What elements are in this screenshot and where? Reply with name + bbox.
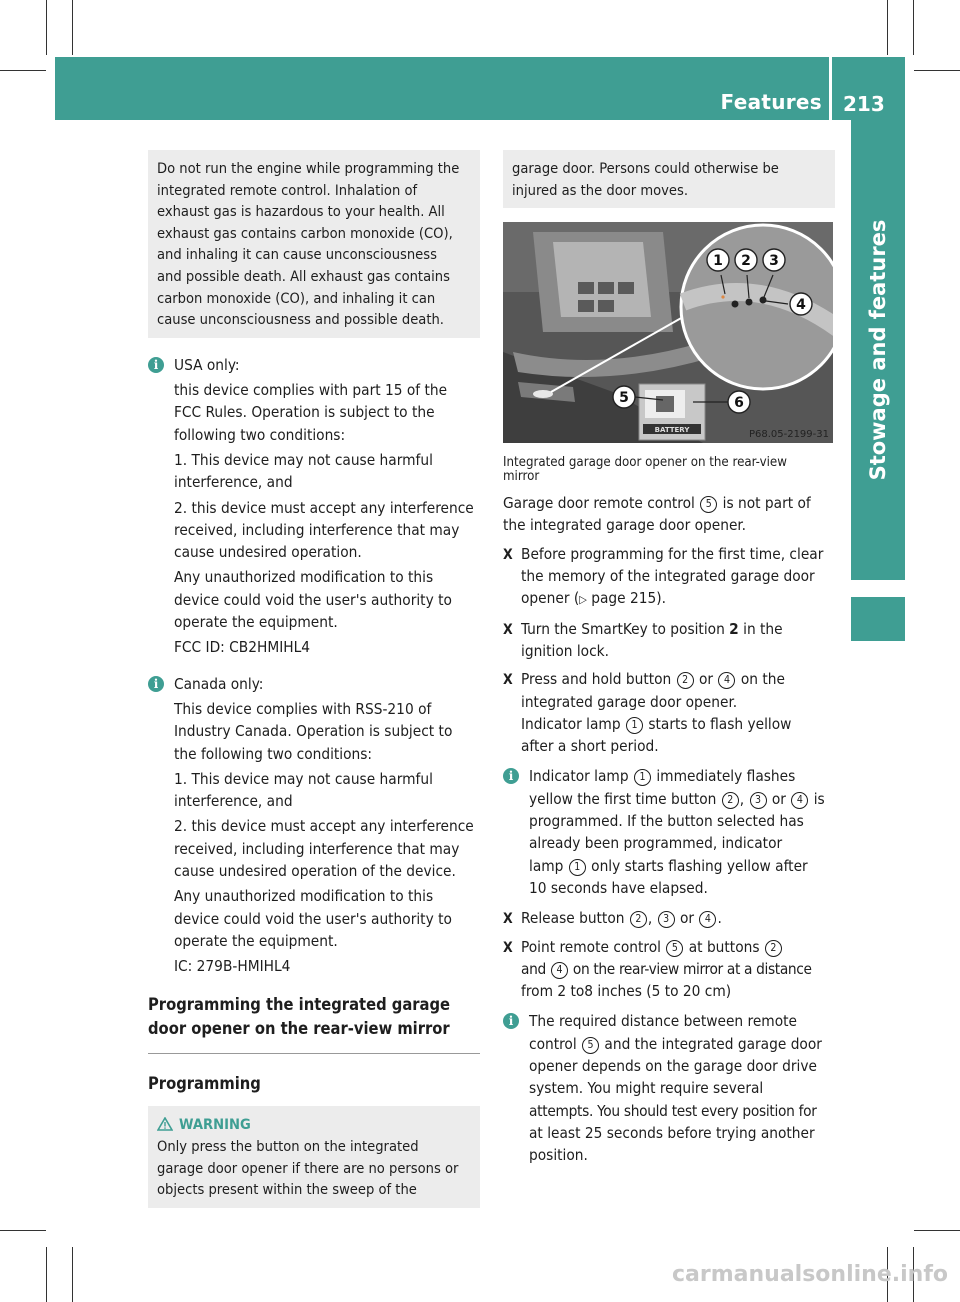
text: is not part of	[722, 494, 811, 513]
step-icon: X	[503, 672, 513, 689]
warning-line: and inhaling it can cause unconsciousness	[157, 246, 437, 264]
note-line: opener depends on the garage door drive	[529, 1057, 817, 1076]
text: immediately flashes	[656, 767, 796, 786]
note-line: interference, and	[174, 792, 293, 811]
caption-line: Integrated garage door opener on the rear-view	[503, 455, 787, 471]
note-line: already been programmed, indicator	[529, 834, 783, 853]
warning-title-text: WARNING	[179, 1116, 251, 1134]
note-line: 1. This device may not cause harmful	[174, 769, 433, 788]
caption-line: mirror	[503, 469, 540, 485]
step: X Release button 2 , 3 or 4 .	[503, 907, 835, 929]
text: control	[529, 1034, 577, 1053]
distance-note	[503, 1010, 835, 1166]
page-ref-icon: ▷	[579, 593, 587, 607]
circled-2: 2	[765, 940, 782, 957]
section-heading-line: door opener on the rear-view mirror	[148, 1019, 450, 1039]
circled-5: 5	[700, 496, 717, 513]
text: is	[813, 789, 825, 808]
note-line: at least 25 seconds before trying another	[529, 1123, 815, 1142]
text: and	[521, 959, 546, 978]
step-icon: X	[503, 939, 513, 956]
section-heading-line: Programming the integrated garage	[148, 995, 451, 1015]
warning-line: exhaust gas is hazardous to your health. All	[157, 203, 445, 221]
step	[503, 543, 835, 612]
circled-1: 1	[569, 859, 586, 876]
note-line: interference, and	[174, 473, 293, 492]
info-icon: i	[148, 676, 164, 692]
note-line: device could void the user's authority to	[174, 590, 452, 609]
step-line: Before programming for the first time, clear	[521, 544, 824, 563]
callout-2: 2	[741, 253, 751, 270]
warning-box-continued	[503, 150, 835, 208]
note-line: received, including interference that may	[174, 520, 460, 539]
circled-4: 4	[551, 962, 568, 979]
warning-line: garage door opener if there are no persons or	[157, 1159, 459, 1177]
circled-1: 1	[634, 769, 651, 786]
step-icon: X	[503, 621, 513, 638]
text: starts to flash yellow	[648, 714, 792, 733]
crop-mark	[914, 1230, 960, 1231]
text: only starts flashing yellow after	[591, 856, 808, 875]
note-line: attempts. You should test every position for	[529, 1101, 817, 1120]
note-line: IC: 279B-HMIHL4	[174, 957, 291, 976]
side-tab-label: Stowage and features	[866, 219, 890, 481]
text: Release button	[521, 909, 625, 928]
text: yellow the first time button	[529, 789, 717, 808]
warning-line: and possible death. All exhaust gas contains	[157, 267, 450, 285]
step	[503, 936, 835, 1003]
note-line: operate the equipment.	[174, 613, 338, 632]
warning-title	[157, 1114, 473, 1136]
note-line: system. You might require several	[529, 1079, 764, 1098]
text: or	[679, 909, 695, 928]
info-icon: i	[503, 768, 519, 784]
text: and the integrated garage door	[604, 1034, 822, 1053]
key-position: 2	[729, 619, 739, 638]
note-line: The required distance between remote	[529, 1012, 797, 1031]
circled-4: 4	[699, 911, 716, 928]
step	[503, 618, 835, 663]
circled-2: 2	[722, 792, 739, 809]
warning-line: objects present within the sweep of the	[157, 1181, 417, 1199]
callout-5: 5	[619, 390, 629, 407]
canada-note	[148, 673, 480, 978]
note-line: programmed. If the button selected has	[529, 812, 804, 831]
warning-box-continued	[148, 150, 480, 338]
note-title: Canada only:	[174, 674, 264, 693]
warning-line: cause unconsciousness and possible death.	[157, 311, 444, 329]
note-line: received, including interference that may	[174, 839, 460, 858]
crop-mark	[0, 1230, 46, 1231]
left-column	[148, 150, 480, 1208]
crop-mark	[913, 0, 914, 55]
circled-4: 4	[791, 792, 808, 809]
note-line: this device complies with part 15 of the	[174, 381, 448, 400]
callout-1: 1	[713, 253, 723, 270]
warning-line: carbon monoxide (CO), and inhaling it can	[157, 289, 436, 307]
right-column	[503, 150, 835, 1167]
step-line: ignition lock.	[521, 641, 609, 660]
warning-line: garage door. Persons could otherwise be	[512, 160, 779, 177]
warning-line: injured as the door moves.	[512, 181, 689, 199]
circled-2: 2	[677, 672, 694, 689]
circled-2: 2	[630, 911, 647, 928]
note-line: 1. This device may not cause harmful	[174, 450, 433, 469]
note-line: Any unauthorized modification to this	[174, 887, 434, 906]
sub-heading: Programming	[148, 1074, 261, 1094]
step-line: after a short period.	[521, 737, 659, 756]
note-line: cause undesired operation of the device.	[174, 861, 456, 880]
warning-line: Do not run the engine while programming the	[157, 160, 460, 177]
note-line: operate the equipment.	[174, 931, 338, 950]
step-icon: X	[503, 546, 513, 563]
note-line: Any unauthorized modification to this	[174, 568, 434, 587]
circled-3: 3	[658, 911, 675, 928]
callout-3: 3	[769, 253, 779, 270]
text: Press and hold button	[521, 670, 672, 689]
crop-mark	[887, 0, 888, 55]
indicator-note: i Indicator lamp 1 immediately flashes yellow the first time button 2 , 3 or 4 is programmed. If the button selected has already been programmed, indicator lamp 1 only starts flashing yellow after 10 seconds have elapsed.	[503, 765, 835, 899]
text: on the	[740, 670, 785, 689]
callout-6: 6	[734, 395, 744, 412]
step	[503, 668, 835, 757]
battery-label: BATTERY	[654, 426, 690, 435]
chapter-title: Features	[720, 90, 822, 114]
step-line: opener (	[521, 589, 580, 608]
header-divider	[829, 57, 832, 120]
note-line: Industry Canada. Operation is subject to	[174, 722, 453, 741]
section-rule	[148, 1053, 480, 1054]
note-line: the following two conditions:	[174, 744, 373, 763]
warning-line: Only press the button on the integrated	[157, 1138, 419, 1156]
note-line: This device complies with RSS-210 of	[174, 699, 432, 718]
warning-line: exhaust gas contains carbon monoxide (CO),	[157, 224, 453, 242]
circled-3: 3	[750, 792, 767, 809]
circled-1: 1	[626, 717, 643, 734]
photo-illustration	[503, 222, 833, 443]
step-icon: X	[503, 911, 513, 928]
section-heading	[148, 993, 480, 1041]
warning-icon	[157, 1117, 173, 1131]
text: Turn the SmartKey to position	[521, 619, 725, 638]
text: at buttons	[688, 937, 760, 956]
text: or	[699, 670, 714, 689]
warning-box	[148, 1106, 480, 1207]
step-line: the memory of the integrated garage door	[521, 567, 815, 586]
text: the integrated garage door opener.	[503, 516, 747, 535]
page-number: 213	[843, 92, 885, 116]
note-line: FCC ID: CB2HMIHL4	[174, 638, 311, 657]
crop-mark	[46, 1247, 47, 1302]
crop-mark	[0, 70, 46, 71]
note-line: 2. this device must accept any interference	[174, 498, 474, 517]
side-tab-marker	[851, 597, 905, 641]
warning-line: integrated remote control. Inhalation of	[157, 181, 418, 199]
note-line: cause undesired operation.	[174, 543, 362, 562]
photo-caption	[503, 456, 835, 484]
photo-code: P68.05-2199-31	[748, 429, 829, 441]
crop-mark	[72, 0, 73, 55]
note-line: following two conditions:	[174, 425, 346, 444]
text: on the rear-view mirror at a distance	[572, 959, 812, 978]
usa-note	[148, 354, 480, 659]
step-line: from 2 to8 inches (5 to 20 cm)	[521, 982, 732, 1001]
callout-4: 4	[796, 297, 806, 314]
text: lamp	[529, 856, 564, 875]
note-line: device could void the user's authority to	[174, 909, 452, 928]
mirror-photo	[503, 222, 833, 443]
text: Indicator lamp	[521, 714, 621, 733]
crop-mark	[46, 0, 47, 55]
circled-5: 5	[666, 940, 683, 957]
note-title: USA only:	[174, 355, 240, 374]
page-reference: page 215).	[591, 589, 666, 608]
note-line: FCC Rules. Operation is subject to the	[174, 403, 435, 422]
info-icon: i	[503, 1013, 519, 1029]
circled-4: 4	[718, 672, 735, 689]
circled-5: 5	[582, 1037, 599, 1054]
crop-mark	[72, 1247, 73, 1302]
text: Garage door remote control	[503, 494, 695, 513]
step-line: integrated garage door opener.	[521, 692, 738, 711]
crop-mark	[914, 70, 960, 71]
text: Point remote control	[521, 937, 661, 956]
text: or	[771, 789, 786, 808]
text: in the	[743, 619, 783, 638]
info-icon: i	[148, 357, 164, 373]
note-line: position.	[529, 1146, 588, 1165]
note-line: 2. this device must accept any interference	[174, 817, 474, 836]
watermark: carmanualsonline.info	[672, 1262, 948, 1287]
text: Indicator lamp	[529, 767, 629, 786]
paragraph	[503, 492, 835, 537]
note-line: 10 seconds have elapsed.	[529, 878, 708, 897]
